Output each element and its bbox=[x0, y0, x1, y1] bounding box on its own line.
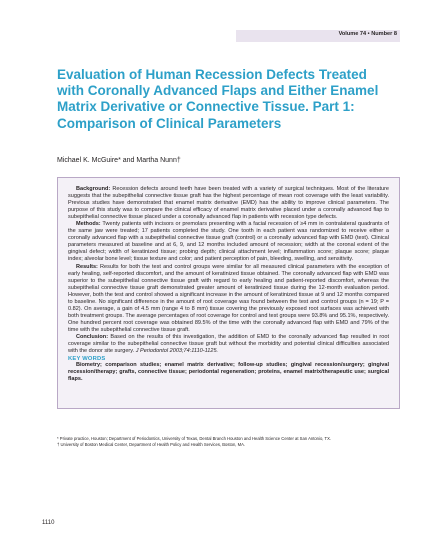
article-authors: Michael K. McGuire* and Martha Nunn† bbox=[57, 157, 181, 164]
abstract-background bbox=[68, 186, 389, 221]
article-title: Evaluation of Human Recession Defects Treated with Coronally Advanced Flaps and Either Enamel Matrix Derivative or Connective Tissue. Part 1: Comparison of Clinical Parameters bbox=[57, 67, 379, 131]
results-text: Results for both the test and control groups were similar for all measured clinical parameters with the exception of early healing, self-reported discomfort, and the amount of keratinized tissue obtained. The coronally advanced flap with EMD was superior to the subepithelial connective tissue graft with regard to early healing and patient-reported discomfort, whereas the subepithelial connective tissue graft demonstrated greater amount of keratinized tissue during the 12-month evaluation period. However, both the test and control showed a significant increase in the amount of keratinized tissue at 9 and 12 months compared to baseline. No significant difference in the amount of root coverage was found between the test and control groups (n = 19; P = 0.82). On average, a gain of 4.5 mm (range 4 to 8 mm) tissue covering the previously exposed root surfaces was achieved with both treatment groups. The average percentages of root coverage for control and test groups were 93.8% and 95.1%, respectively. One hundred percent root coverage was obtained 89.5% of the time with the coronally advanced flap with EMD and 79% of the time with the subepithelial connective tissue graft. bbox=[68, 263, 390, 333]
abstract-methods bbox=[68, 221, 389, 263]
conclusion-label: Conclusion: bbox=[76, 333, 109, 340]
methods-text: Twenty patients with incisors or premolars presenting with a facial recession of ≥4 mm in contralateral quadrants of the same jaw were treated; 17 patients completed the study. One tooth in each patient was randomized to receive either a coronally advanced flap with a subepithelial connective tissue graft (control) or a coronally advanced flap with EMD (test). Clinical parameters measured at baseline and at 6, 9, and 12 months included amount of recession; width at the coronal extent of the gingival defect; width of keratinized tissue; probing depth; clinical attachment level; inflammation score; plaque score; plaque index; alveolar bone level; tissue texture and color; and patient perception of pain, bleeding, swelling, and sensitivity. bbox=[68, 221, 389, 263]
keywords-heading: KEY WORDS bbox=[68, 356, 106, 363]
volume-issue-label: Volume 74 • Number 8 bbox=[338, 31, 397, 37]
keywords-text: Biometry; comparison studies; enamel matrix derivative; follow-up studies; gingival recession/surgery; gingival recession/therapy; grafts, connective tissue; periodontal regeneration; proteins, enamel matrix/therapeutic use; surgical flaps. bbox=[68, 362, 389, 383]
abstract-conclusion bbox=[68, 334, 389, 355]
results-label: Results: bbox=[76, 263, 98, 270]
affiliation-footnotes bbox=[57, 436, 402, 448]
footnote-author-2: † University of Boston Medical Center, Department of Health Policy and Health Services, Boston, MA. bbox=[57, 442, 246, 447]
background-label: Background: bbox=[76, 186, 111, 192]
background-text: Recession defects around teeth have been treated with a variety of surgical techniques. Most of the literature suggests that the subepithelial connective tissue graft has the highest percentage of mean root coverage with the least variability. Previous studies have demonstrated that enamel matrix derivative (EMD) has the ability to improve clinical parameters. The purpose of this study was to compare the clinical efficacy of enamel matrix derivative placed under a coronally advanced flap to subepithelial connective tissue placed under a coronally advanced flap in patients with recession type defects. bbox=[68, 186, 389, 221]
page-number: 1110 bbox=[42, 520, 55, 526]
footnote-author-1: * Private practice, Houston; Department of Periodontics, University of Texas, Dental Branch Houston and Health Science Center at San Antonio, TX. bbox=[57, 436, 332, 441]
conclusion-text: Based on the results of this investigation, the addition of EMD to the coronally advanced flap resulted in root coverage similar to the subepithelial connective tissue graft but without the morbidity and potential clinical difficulties associated with the donor site surgery. bbox=[68, 333, 389, 355]
methods-label: Methods: bbox=[76, 221, 101, 228]
abstract-results bbox=[68, 264, 389, 334]
abstract-box bbox=[57, 177, 400, 409]
journal-citation: J Periodontol 2003;74:1110-1125. bbox=[135, 348, 219, 355]
